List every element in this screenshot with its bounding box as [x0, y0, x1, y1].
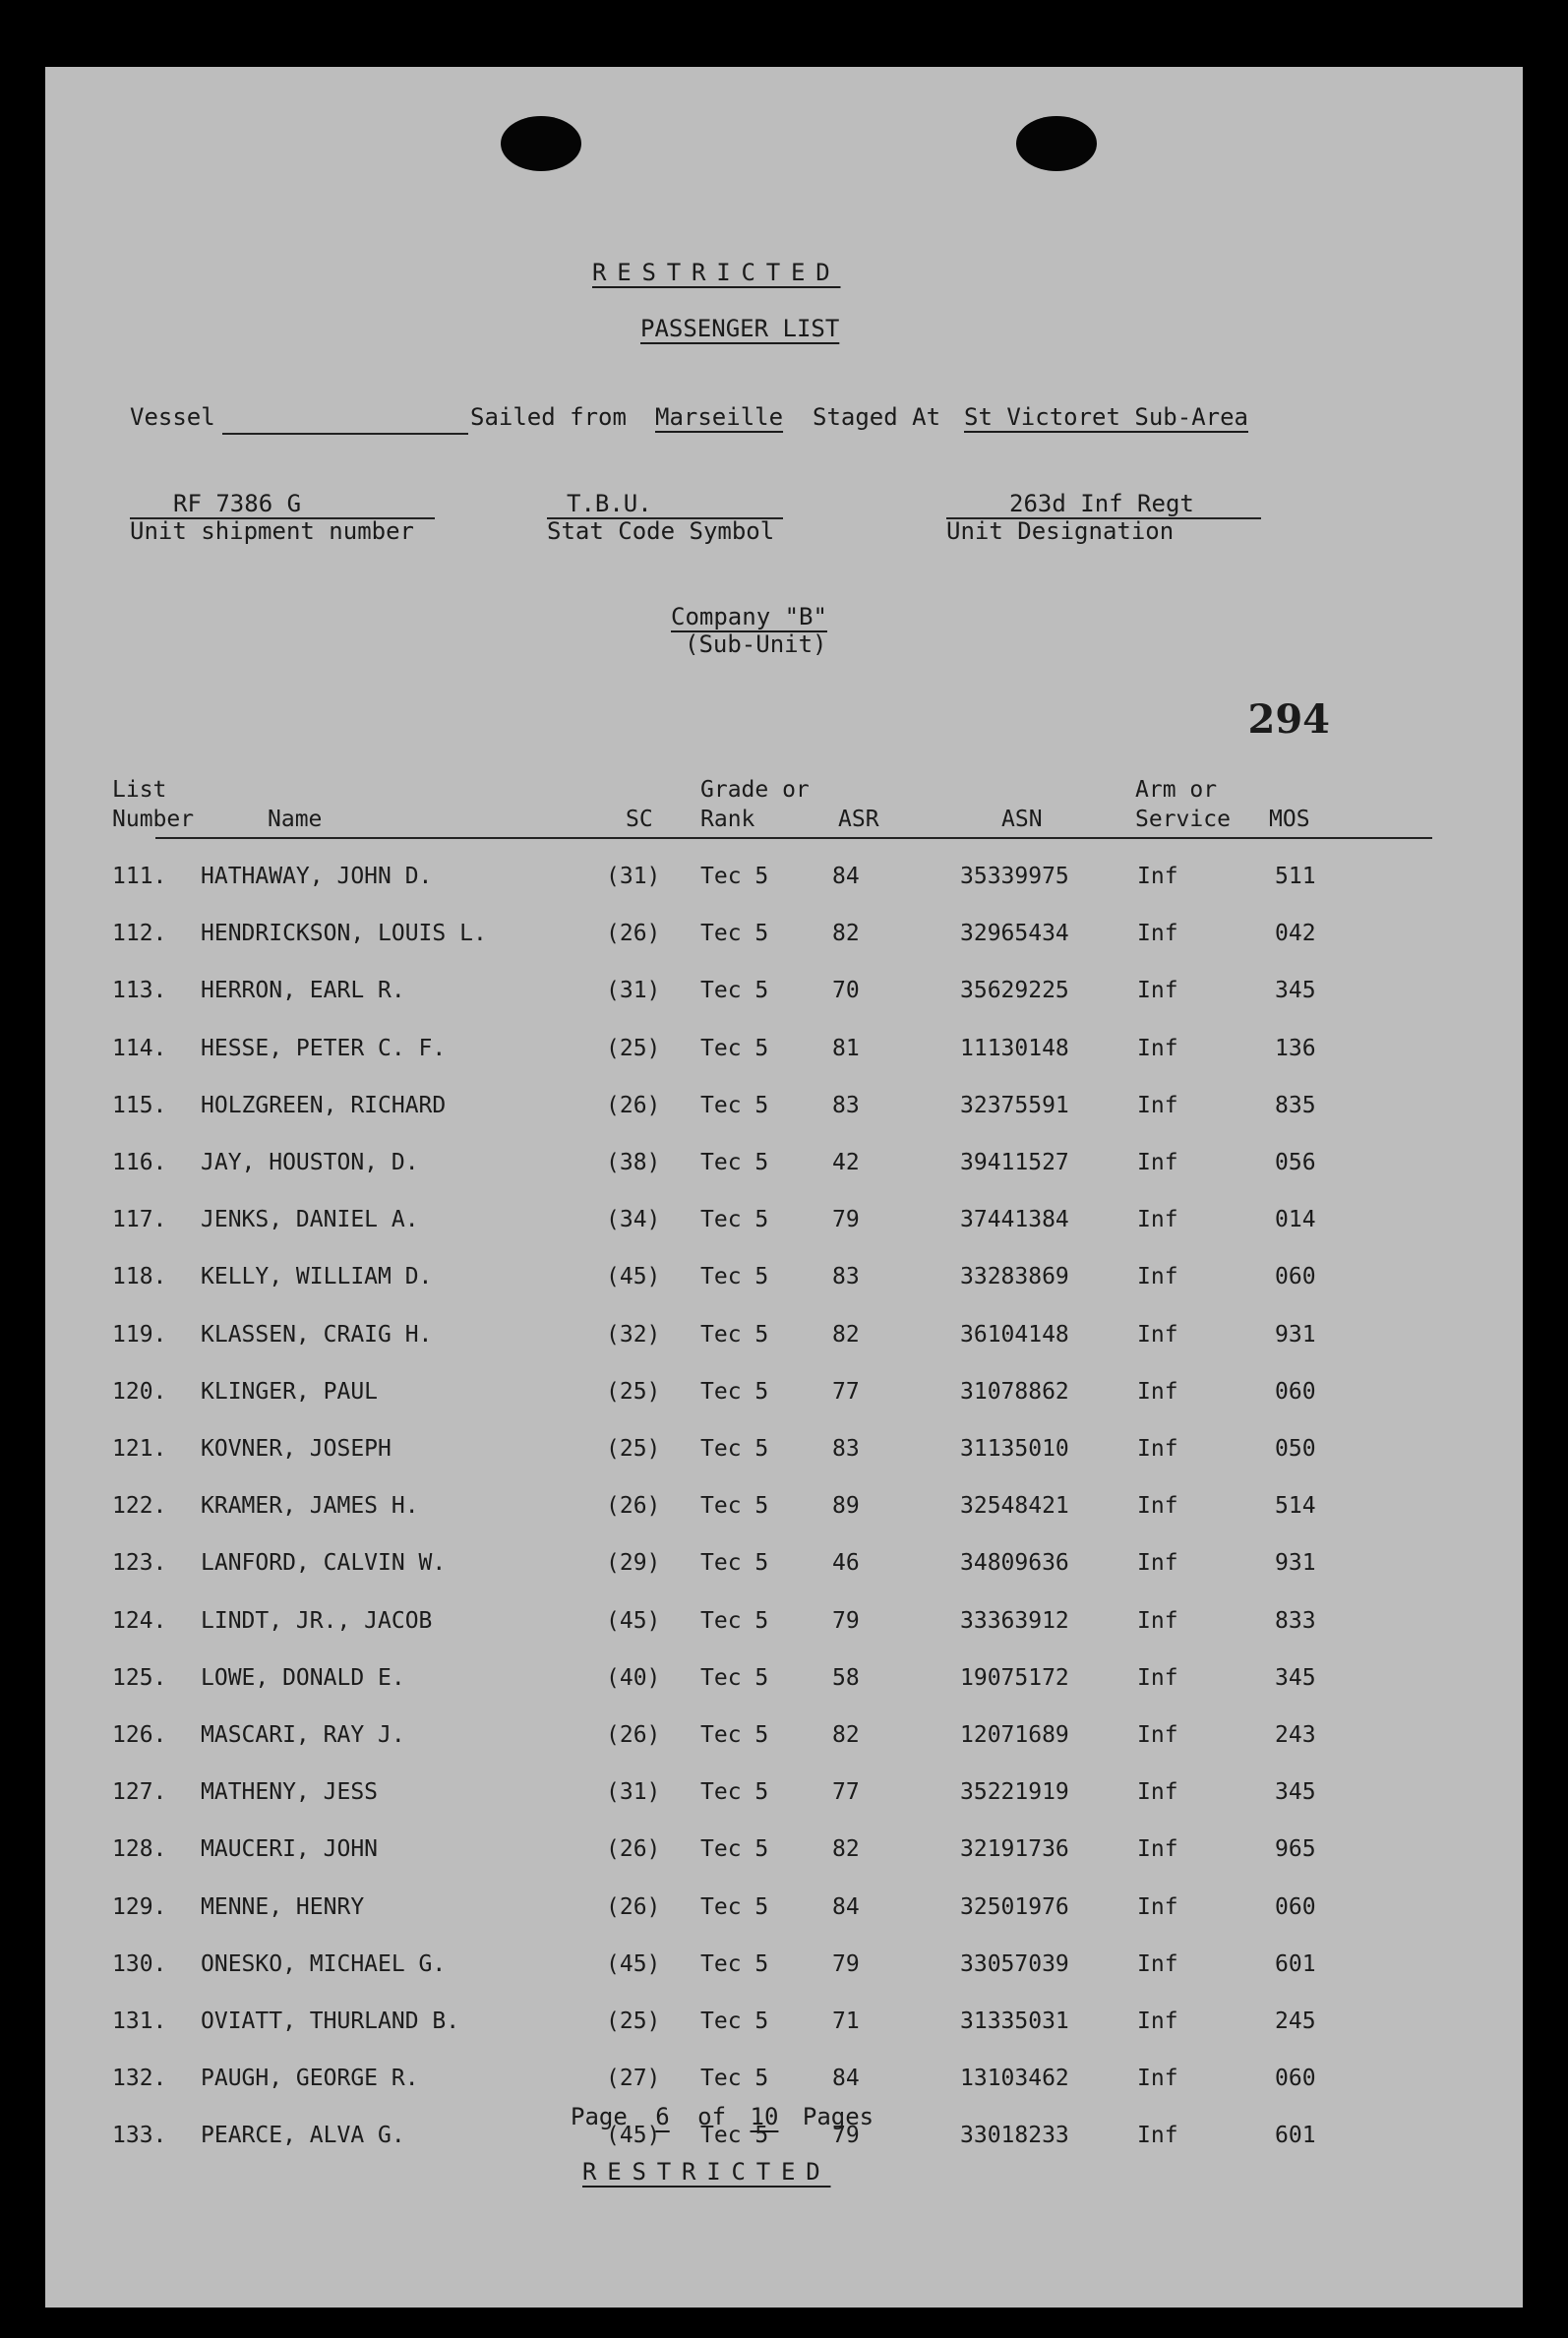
asr-value: 79: [832, 1950, 860, 1977]
asr-value: 79: [832, 2123, 860, 2149]
arm-value: Inf: [1137, 2123, 1178, 2149]
sc-value: (25): [606, 1436, 661, 1462]
asn-value: 31335031: [960, 2008, 1069, 2034]
table-row: [45, 1493, 1523, 1532]
sc-value: (25): [606, 1035, 661, 1061]
mos-value: 514: [1275, 1493, 1316, 1520]
mos-value: 931: [1275, 1550, 1316, 1577]
asr-value: 77: [832, 1378, 860, 1405]
table-row: [45, 1665, 1523, 1705]
list-number: 124.: [112, 1607, 167, 1634]
passenger-name: KELLY, WILLIAM D.: [201, 1264, 433, 1290]
arm-value: Inf: [1137, 1436, 1178, 1462]
punch-hole-left: [501, 116, 581, 171]
mos-value: 601: [1275, 2123, 1316, 2149]
mos-value: 243: [1275, 1722, 1316, 1748]
sc-value: (26): [606, 1722, 661, 1748]
arm-value: Inf: [1137, 1550, 1178, 1577]
sub-unit-label: (Sub-Unit): [685, 630, 827, 658]
grade-value: Tec 5: [700, 1722, 769, 1748]
col-grade: [700, 775, 810, 834]
table-row: [45, 1207, 1523, 1246]
col-arm-line2: Service: [1135, 807, 1231, 832]
sc-value: (45): [606, 2123, 661, 2149]
asn-value: 33057039: [960, 1950, 1069, 1977]
page-total: 10: [750, 2103, 779, 2130]
list-number: 111.: [112, 864, 167, 889]
col-arm-line1: Arm or: [1135, 777, 1218, 803]
list-number: 123.: [112, 1550, 167, 1577]
passenger-name: LANFORD, CALVIN W.: [201, 1550, 447, 1577]
asn-value: 37441384: [960, 1207, 1069, 1233]
asn-value: 32965434: [960, 921, 1069, 947]
table-row: [45, 1322, 1523, 1361]
table-row: [45, 1036, 1523, 1075]
asn-value: 32501976: [960, 1893, 1069, 1920]
asr-value: 83: [832, 1436, 860, 1462]
mos-value: 136: [1275, 1035, 1316, 1061]
asn-value: 35221919: [960, 1779, 1069, 1806]
asr-value: 79: [832, 1207, 860, 1233]
table-row: [45, 864, 1523, 903]
grade-value: Tec 5: [700, 1321, 769, 1348]
mos-value: 060: [1275, 1264, 1316, 1290]
mos-value: 345: [1275, 978, 1316, 1004]
arm-value: Inf: [1137, 2066, 1178, 2092]
col-name: Name: [268, 807, 323, 832]
asn-value: 35339975: [960, 864, 1069, 889]
list-number: 113.: [112, 978, 167, 1004]
asr-value: 83: [832, 1092, 860, 1118]
mos-value: 060: [1275, 2066, 1316, 2092]
header-rule: [155, 837, 1432, 839]
col-asn: ASN: [1001, 807, 1043, 832]
page-footer: [571, 2103, 874, 2130]
asr-value: 46: [832, 1550, 860, 1577]
list-number: 122.: [112, 1493, 167, 1520]
classification-bottom: RESTRICTED: [582, 2158, 831, 2186]
list-number: 133.: [112, 2123, 167, 2149]
asr-value: 81: [832, 1035, 860, 1061]
grade-value: Tec 5: [700, 978, 769, 1004]
asr-value: 71: [832, 2008, 860, 2034]
col-sc: SC: [626, 807, 653, 832]
mos-value: 965: [1275, 1836, 1316, 1863]
col-grade-line1: Grade or: [700, 777, 810, 803]
sc-value: (26): [606, 921, 661, 947]
passenger-name: HESSE, PETER C. F.: [201, 1035, 447, 1061]
passenger-name: LINDT, JR., JACOB: [201, 1607, 433, 1634]
mos-value: 060: [1275, 1378, 1316, 1405]
arm-value: Inf: [1137, 1207, 1178, 1233]
arm-value: Inf: [1137, 1722, 1178, 1748]
sc-value: (26): [606, 1092, 661, 1118]
asr-value: 82: [832, 1836, 860, 1863]
grade-value: Tec 5: [700, 1893, 769, 1920]
passenger-name: PAUGH, GEORGE R.: [201, 2066, 419, 2092]
grade-value: Tec 5: [700, 1436, 769, 1462]
arm-value: Inf: [1137, 1378, 1178, 1405]
classification-top: RESTRICTED: [592, 259, 841, 286]
sailed-label: Sailed from: [470, 403, 627, 431]
mos-value: 014: [1275, 1207, 1316, 1233]
shipment-number-value: RF 7386 G: [173, 490, 302, 517]
grade-value: Tec 5: [700, 1607, 769, 1634]
asr-value: 77: [832, 1779, 860, 1806]
table-row: [45, 1722, 1523, 1762]
grade-value: Tec 5: [700, 1378, 769, 1405]
mos-value: 042: [1275, 921, 1316, 947]
grade-value: Tec 5: [700, 1493, 769, 1520]
asr-value: 84: [832, 2066, 860, 2092]
list-number: 129.: [112, 1893, 167, 1920]
grade-value: Tec 5: [700, 2123, 769, 2149]
arm-value: Inf: [1137, 921, 1178, 947]
table-row: [45, 1836, 1523, 1876]
arm-value: Inf: [1137, 1836, 1178, 1863]
passenger-name: KLASSEN, CRAIG H.: [201, 1321, 433, 1348]
asn-value: 33283869: [960, 1264, 1069, 1290]
mos-value: 050: [1275, 1436, 1316, 1462]
table-row: [45, 978, 1523, 1017]
list-number: 132.: [112, 2066, 167, 2092]
sc-value: (31): [606, 978, 661, 1004]
stat-code-label: Stat Code Symbol: [547, 517, 775, 545]
asn-value: 36104148: [960, 1321, 1069, 1348]
asn-value: 39411527: [960, 1150, 1069, 1175]
mos-value: 345: [1275, 1664, 1316, 1691]
stat-code-value: T.B.U.: [567, 490, 652, 517]
sc-value: (26): [606, 1893, 661, 1920]
asn-value: 31135010: [960, 1436, 1069, 1462]
sc-value: (40): [606, 1664, 661, 1691]
asn-value: 33363912: [960, 1607, 1069, 1634]
passenger-name: PEARCE, ALVA G.: [201, 2123, 405, 2149]
list-number: 126.: [112, 1722, 167, 1748]
document-title: PASSENGER LIST: [640, 315, 840, 342]
asr-value: 82: [832, 1321, 860, 1348]
passenger-name: JAY, HOUSTON, D.: [201, 1150, 419, 1175]
list-number: 127.: [112, 1779, 167, 1806]
asn-value: 32548421: [960, 1493, 1069, 1520]
passenger-name: KRAMER, JAMES H.: [201, 1493, 419, 1520]
asn-value: 32375591: [960, 1092, 1069, 1118]
col-list-number-line2: Number: [112, 807, 195, 832]
asn-value: 35629225: [960, 978, 1069, 1004]
arm-value: Inf: [1137, 864, 1178, 889]
asr-value: 84: [832, 864, 860, 889]
passenger-name: ONESKO, MICHAEL G.: [201, 1950, 447, 1977]
table-row: [45, 1608, 1523, 1648]
mos-value: 056: [1275, 1150, 1316, 1175]
grade-value: Tec 5: [700, 1092, 769, 1118]
col-grade-line2: Rank: [700, 807, 755, 832]
arm-value: Inf: [1137, 1493, 1178, 1520]
table-row: [45, 1951, 1523, 1991]
mos-value: 833: [1275, 1607, 1316, 1634]
list-number: 125.: [112, 1664, 167, 1691]
asn-value: 32191736: [960, 1836, 1069, 1863]
arm-value: Inf: [1137, 1893, 1178, 1920]
sc-value: (27): [606, 2066, 661, 2092]
arm-value: Inf: [1137, 978, 1178, 1004]
asr-value: 83: [832, 1264, 860, 1290]
asn-value: 13103462: [960, 2066, 1069, 2092]
list-number: 120.: [112, 1378, 167, 1405]
passenger-name: MENNE, HENRY: [201, 1893, 365, 1920]
asn-value: 12071689: [960, 1722, 1069, 1748]
asn-value: 19075172: [960, 1664, 1069, 1691]
passenger-name: KLINGER, PAUL: [201, 1378, 379, 1405]
arm-value: Inf: [1137, 1035, 1178, 1061]
asn-value: 31078862: [960, 1378, 1069, 1405]
sc-value: (45): [606, 1950, 661, 1977]
pages-word: Pages: [802, 2103, 874, 2130]
list-number: 118.: [112, 1264, 167, 1290]
asr-value: 89: [832, 1493, 860, 1520]
staged-at-value: St Victoret Sub-Area: [964, 403, 1248, 431]
asr-value: 70: [832, 978, 860, 1004]
asn-value: 34809636: [960, 1550, 1069, 1577]
asr-value: 58: [832, 1664, 860, 1691]
page-stamp-number: 294: [1247, 696, 1330, 743]
grade-value: Tec 5: [700, 1779, 769, 1806]
passenger-name: HATHAWAY, JOHN D.: [201, 864, 433, 889]
table-row: [45, 1550, 1523, 1589]
asr-value: 82: [832, 921, 860, 947]
list-number: 121.: [112, 1436, 167, 1462]
table-row: [45, 2008, 1523, 2048]
passenger-name: MASCARI, RAY J.: [201, 1722, 405, 1748]
mos-value: 060: [1275, 1893, 1316, 1920]
sc-value: (31): [606, 864, 661, 889]
sc-value: (45): [606, 1607, 661, 1634]
table-row: [45, 1779, 1523, 1819]
mos-value: 245: [1275, 2008, 1316, 2034]
page-current: 6: [655, 2103, 670, 2130]
table-row: [45, 2066, 1523, 2105]
passenger-name: OVIATT, THURLAND B.: [201, 2008, 460, 2034]
vessel-blank: [222, 433, 468, 435]
grade-value: Tec 5: [700, 2008, 769, 2034]
sc-value: (26): [606, 1836, 661, 1863]
grade-value: Tec 5: [700, 1150, 769, 1175]
passenger-name: HERRON, EARL R.: [201, 978, 405, 1004]
punch-hole-right: [1016, 116, 1097, 171]
asr-value: 79: [832, 1607, 860, 1634]
unit-designation-value: 263d Inf Regt: [1009, 490, 1194, 517]
col-arm-service: [1135, 775, 1231, 834]
asn-value: 11130148: [960, 1035, 1069, 1061]
sc-value: (25): [606, 2008, 661, 2034]
grade-value: Tec 5: [700, 1207, 769, 1233]
table-row: [45, 921, 1523, 960]
list-number: 119.: [112, 1321, 167, 1348]
list-number: 128.: [112, 1836, 167, 1863]
asn-value: 33018233: [960, 2123, 1069, 2149]
list-number: 114.: [112, 1035, 167, 1061]
col-list-number-line1: List: [112, 777, 167, 803]
arm-value: Inf: [1137, 1607, 1178, 1634]
mos-value: 835: [1275, 1092, 1316, 1118]
passenger-name: KOVNER, JOSEPH: [201, 1436, 392, 1462]
grade-value: Tec 5: [700, 2066, 769, 2092]
sc-value: (29): [606, 1550, 661, 1577]
passenger-name: HOLZGREEN, RICHARD: [201, 1092, 447, 1118]
arm-value: Inf: [1137, 1950, 1178, 1977]
list-number: 117.: [112, 1207, 167, 1233]
asr-value: 82: [832, 1722, 860, 1748]
sailed-from-value: Marseille: [655, 403, 784, 431]
sc-value: (25): [606, 1378, 661, 1405]
table-row: [45, 1264, 1523, 1303]
grade-value: Tec 5: [700, 1035, 769, 1061]
table-row: [45, 1436, 1523, 1475]
passenger-name: LOWE, DONALD E.: [201, 1664, 405, 1691]
col-asr: ASR: [838, 807, 879, 832]
document-page: [45, 67, 1523, 2308]
list-number: 115.: [112, 1092, 167, 1118]
sub-unit-name: Company "B": [671, 603, 827, 630]
arm-value: Inf: [1137, 1779, 1178, 1806]
table-row: [45, 1894, 1523, 1934]
mos-value: 601: [1275, 1950, 1316, 1977]
arm-value: Inf: [1137, 1664, 1178, 1691]
arm-value: Inf: [1137, 1092, 1178, 1118]
table-row: [45, 1093, 1523, 1132]
sc-value: (34): [606, 1207, 661, 1233]
grade-value: Tec 5: [700, 1950, 769, 1977]
sc-value: (31): [606, 1779, 661, 1806]
passenger-name: JENKS, DANIEL A.: [201, 1207, 419, 1233]
sc-value: (32): [606, 1321, 661, 1348]
list-number: 116.: [112, 1150, 167, 1175]
grade-value: Tec 5: [700, 1836, 769, 1863]
mos-value: 345: [1275, 1779, 1316, 1806]
shipment-number-label: Unit shipment number: [130, 517, 414, 545]
arm-value: Inf: [1137, 2008, 1178, 2034]
list-number: 130.: [112, 1950, 167, 1977]
of-word: of: [697, 2103, 727, 2130]
passenger-name: MAUCERI, JOHN: [201, 1836, 379, 1863]
mos-value: 511: [1275, 864, 1316, 889]
col-list-number: [112, 775, 194, 834]
list-number: 131.: [112, 2008, 167, 2034]
sc-value: (38): [606, 1150, 661, 1175]
mos-value: 931: [1275, 1321, 1316, 1348]
grade-value: Tec 5: [700, 921, 769, 947]
passenger-name: MATHENY, JESS: [201, 1779, 379, 1806]
arm-value: Inf: [1137, 1264, 1178, 1290]
sc-value: (45): [606, 1264, 661, 1290]
grade-value: Tec 5: [700, 1664, 769, 1691]
table-row: [45, 1150, 1523, 1189]
unit-designation-label: Unit Designation: [946, 517, 1175, 545]
page-word: Page: [571, 2103, 628, 2130]
arm-value: Inf: [1137, 1321, 1178, 1348]
passenger-name: HENDRICKSON, LOUIS L.: [201, 921, 487, 947]
staged-label: Staged At: [813, 403, 941, 431]
sc-value: (26): [606, 1493, 661, 1520]
asr-value: 84: [832, 1893, 860, 1920]
grade-value: Tec 5: [700, 864, 769, 889]
list-number: 112.: [112, 921, 167, 947]
grade-value: Tec 5: [700, 1550, 769, 1577]
arm-value: Inf: [1137, 1150, 1178, 1175]
table-row: [45, 1379, 1523, 1418]
vessel-label: Vessel: [130, 403, 215, 431]
col-mos: MOS: [1269, 807, 1310, 832]
asr-value: 42: [832, 1150, 860, 1175]
grade-value: Tec 5: [700, 1264, 769, 1290]
